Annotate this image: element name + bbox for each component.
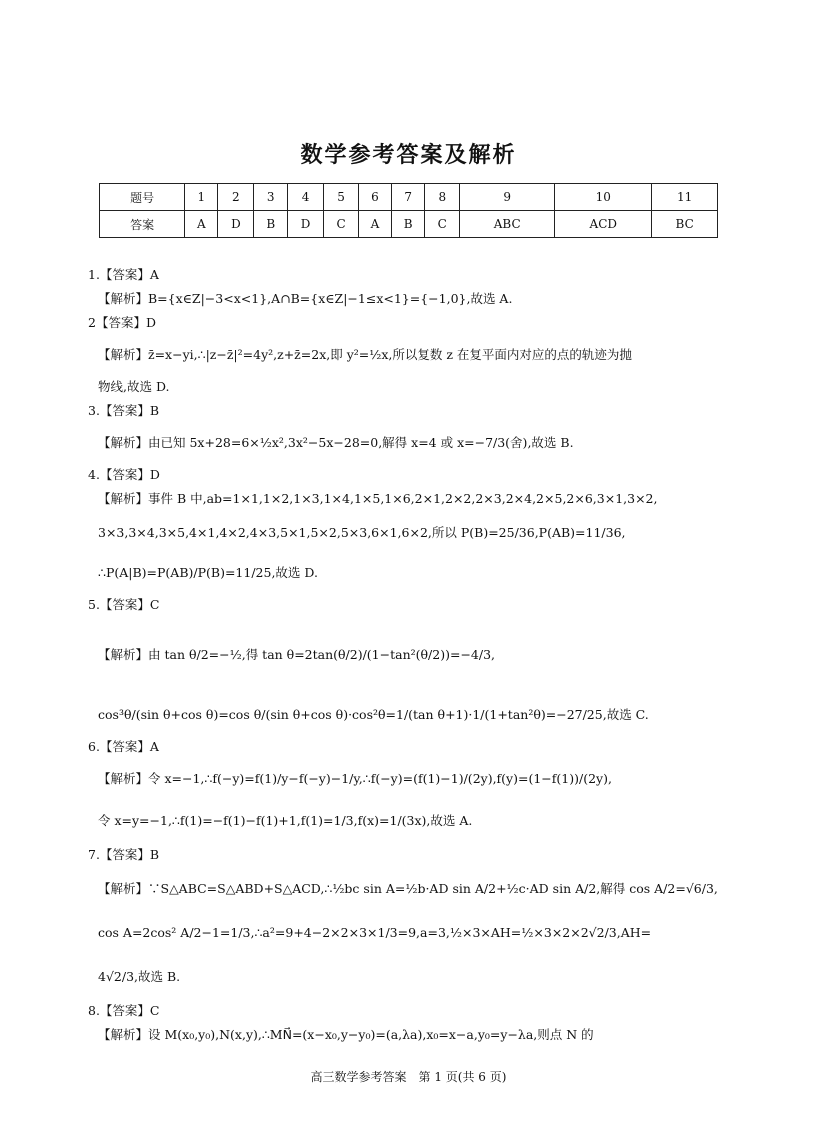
table-cell: D [218,211,254,238]
table-cell: 1 [185,184,218,211]
analysis-line: 4√2/3,故选 B. [98,969,181,984]
table-cell: 6 [358,184,391,211]
table-cell: 5 [324,184,359,211]
table-row [100,211,718,238]
analysis-line: 【解析】令 x=−1,∴f(−y)=f(1)/y−f(−y)−1/y,∴f(−y)=(f(1)−1)/(2y),f(y)=(1−f(1))/(2y), [98,771,612,786]
table-cell: 题号 [100,184,185,211]
answer-heading: 1.【答案】A [88,267,159,282]
answer-heading: 8.【答案】C [88,1003,160,1018]
table-cell: B [254,211,288,238]
table-cell: 3 [254,184,288,211]
analysis-line: 令 x=y=−1,∴f(1)=−f(1)−f(1)+1,f(1)=1/3,f(x)=1/(3x),故选 A. [98,813,473,828]
analysis-line: ∴P(A|B)=P(AB)/P(B)=11/25,故选 D. [98,565,318,580]
table-cell: 7 [391,184,425,211]
table-cell: 2 [218,184,254,211]
analysis-line: 【解析】z̄=x−yi,∴|z−z̄|²=4y²,z+z̄=2x,即 y²=½x,所以复数 z 在复平面内对应的点的轨迹为抛 [98,347,632,362]
analysis-line: 【解析】设 M(x₀,y₀),N(x,y),∴MN⃗=(x−x₀,y−y₀)=(a,λa),x₀=x−a,y₀=y−λa,则点 N 的 [98,1027,594,1042]
table-cell: 8 [425,184,460,211]
page-title: 数学参考答案及解析 [300,143,517,168]
analysis-line: 【解析】∵S△ABC=S△ABD+S△ACD,∴½bc sin A=½b·AD sin A/2+½c·AD sin A/2,解得 cos A/2=√6/3, [98,881,718,896]
analysis-line: 3×3,3×4,3×5,4×1,4×2,4×3,5×1,5×2,5×3,6×1,6×2,所以 P(B)=25/36,P(AB)=11/36, [98,525,626,540]
answer-heading: 2【答案】D [88,315,156,330]
analysis-line: 【解析】由已知 5x+28=6×½x²,3x²−5x−28=0,解得 x=4 或 x=−7/3(舍),故选 B. [98,435,574,450]
table-row [100,184,718,211]
table-cell: ACD [555,211,652,238]
table-cell: 4 [287,184,323,211]
analysis-line: cos A=2cos² A/2−1=1/3,∴a²=9+4−2×2×3×1/3=9,a=3,½×3×AH=½×3×2×2√2/3,AH= [98,925,652,940]
analysis-line: 【解析】事件 B 中,ab=1×1,1×2,1×3,1×4,1×5,1×6,2×1,2×2,2×3,2×4,2×5,2×6,3×1,3×2, [98,491,658,506]
table-cell: C [425,211,460,238]
answer-heading: 5.【答案】C [88,597,160,612]
analysis-line: cos³θ/(sin θ+cos θ)=cos θ/(sin θ+cos θ)·cos²θ=1/(tan θ+1)·1/(1+tan²θ)=−27/25,故选 C. [98,707,649,722]
analysis-line: 【解析】由 tan θ/2=−½,得 tan θ=2tan(θ/2)/(1−tan²(θ/2))=−4/3, [98,647,496,662]
table-cell: 10 [555,184,652,211]
table-cell: D [287,211,323,238]
table-cell: 11 [652,184,718,211]
analysis-line: 【解析】B={x∈Z|−3<x<1},A∩B={x∈Z|−1≤x<1}={−1,0},故选 A. [98,291,513,306]
table-cell: 答案 [100,211,185,238]
analysis-line: 物线,故选 D. [98,379,170,394]
table-cell: A [358,211,391,238]
table-cell: A [185,211,218,238]
table-cell: 9 [460,184,555,211]
answer-table [99,183,718,238]
answer-heading: 7.【答案】B [88,847,160,862]
table-cell: ABC [460,211,555,238]
answer-heading: 3.【答案】B [88,403,160,418]
table-cell: B [391,211,425,238]
table-cell: BC [652,211,718,238]
table-cell: C [324,211,359,238]
answer-heading: 6.【答案】A [88,739,159,754]
answer-heading: 4.【答案】D [88,467,160,482]
page-footer: 高三数学参考答案 第 1 页(共 6 页) [310,1070,507,1084]
